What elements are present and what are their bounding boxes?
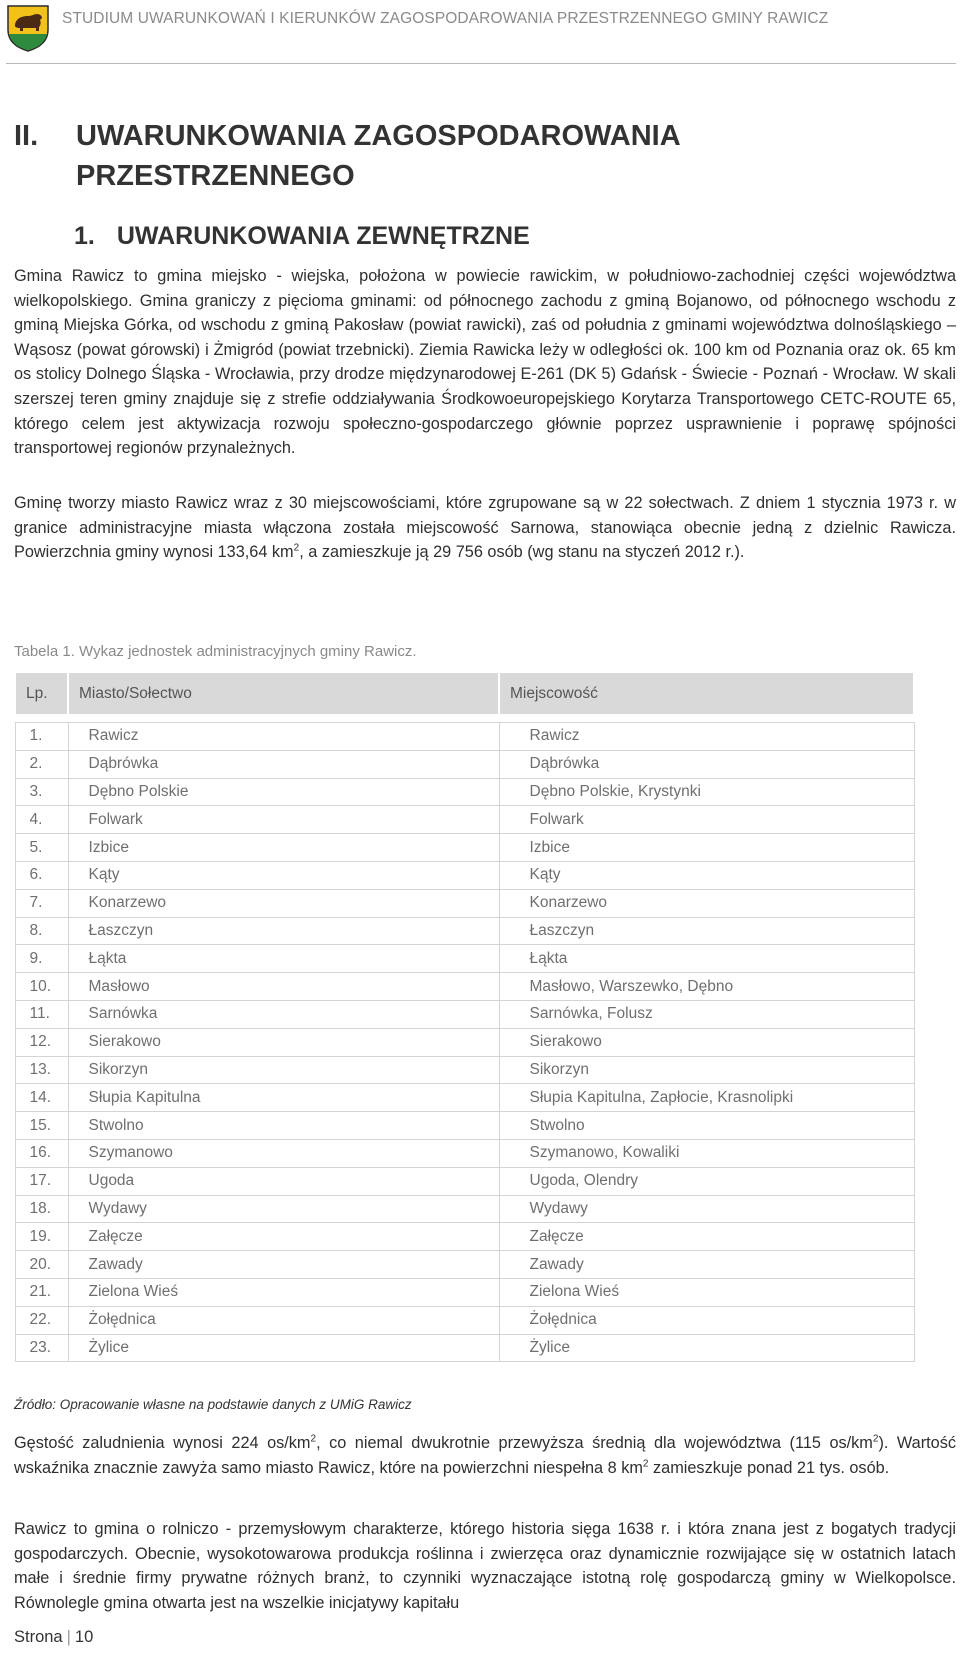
row-solectwo: Folwark [68, 806, 499, 834]
row-number: 21. [15, 1278, 68, 1306]
chapter-title-line1: UWARUNKOWANIA ZAGOSPODAROWANIA [76, 120, 681, 152]
row-number: 6. [15, 861, 68, 889]
section-number: 1. [74, 222, 95, 250]
row-solectwo: Dąbrówka [68, 750, 499, 778]
row-miejscowosc: Sierakowo [499, 1028, 914, 1056]
row-solectwo: Szymanowo [68, 1139, 499, 1167]
row-number: 16. [15, 1139, 68, 1167]
table-row [15, 1223, 914, 1251]
row-solectwo: Masłowo [68, 973, 499, 1001]
table-row [15, 723, 914, 751]
table-row [15, 973, 914, 1001]
row-solectwo: Ugoda [68, 1167, 499, 1195]
row-miejscowosc: Sarnówka, Folusz [499, 1000, 914, 1028]
table-row [15, 917, 914, 945]
row-miejscowosc: Zawady [499, 1251, 914, 1279]
table-row [15, 778, 914, 806]
row-number: 12. [15, 1028, 68, 1056]
row-number: 5. [15, 834, 68, 862]
row-number: 4. [15, 806, 68, 834]
table-row [15, 1000, 914, 1028]
row-miejscowosc: Szymanowo, Kowaliki [499, 1139, 914, 1167]
superscript: 2 [642, 1458, 649, 1470]
page-label: Strona [14, 1628, 63, 1646]
page-header [0, 0, 960, 66]
row-solectwo: Sarnówka [68, 1000, 499, 1028]
table-row [15, 1334, 914, 1362]
table-row [15, 1278, 914, 1306]
row-solectwo: Żołędnica [68, 1306, 499, 1334]
table-row [15, 1195, 914, 1223]
row-miejscowosc: Żylice [499, 1334, 914, 1362]
row-miejscowosc: Masłowo, Warszewko, Dębno [499, 973, 914, 1001]
row-number: 20. [15, 1251, 68, 1279]
row-miejscowosc: Łaszczyn [499, 917, 914, 945]
row-miejscowosc: Łąkta [499, 945, 914, 973]
row-miejscowosc: Konarzewo [499, 889, 914, 917]
row-solectwo: Rawicz [68, 723, 499, 751]
row-number: 8. [15, 917, 68, 945]
row-number: 10. [15, 973, 68, 1001]
row-miejscowosc: Rawicz [499, 723, 914, 751]
row-number: 18. [15, 1195, 68, 1223]
row-miejscowosc: Słupia Kapitulna, Zapłocie, Krasnolipki [499, 1084, 914, 1112]
page-number: 10 [74, 1628, 94, 1646]
row-miejscowosc: Sikorzyn [499, 1056, 914, 1084]
table-row [15, 889, 914, 917]
row-miejscowosc: Folwark [499, 806, 914, 834]
paragraph-density-text: zamieszkuje ponad 21 tys. osób. [648, 1458, 890, 1477]
row-solectwo: Żylice [68, 1334, 499, 1362]
column-header-miejscowosc: Miejscowość [499, 672, 914, 715]
superscript: 2 [872, 1433, 879, 1445]
header-divider [6, 63, 956, 64]
row-miejscowosc: Załęcze [499, 1223, 914, 1251]
row-number: 1. [15, 723, 68, 751]
paragraph-composition [14, 491, 956, 565]
row-number: 22. [15, 1306, 68, 1334]
row-solectwo: Łąkta [68, 945, 499, 973]
row-solectwo: Załęcze [68, 1223, 499, 1251]
row-miejscowosc: Zielona Wieś [499, 1278, 914, 1306]
row-miejscowosc: Kąty [499, 861, 914, 889]
table-row [15, 1028, 914, 1056]
superscript: 2 [310, 1433, 317, 1445]
paragraph-density-text: , co niemal dwukrotnie przewyższa średnią dla województwa (115 os/km [316, 1434, 873, 1452]
chapter-number: II. [14, 120, 39, 152]
column-header-solectwo: Miasto/Sołectwo [68, 672, 499, 715]
row-solectwo: Dębno Polskie [68, 778, 499, 806]
paragraph-density [14, 1431, 956, 1480]
superscript: 2 [293, 542, 300, 554]
row-number: 3. [15, 778, 68, 806]
row-solectwo: Zielona Wieś [68, 1278, 499, 1306]
row-number: 14. [15, 1084, 68, 1112]
table-row [15, 750, 914, 778]
row-number: 7. [15, 889, 68, 917]
row-number: 9. [15, 945, 68, 973]
row-miejscowosc: Stwolno [499, 1112, 914, 1140]
table-row [15, 806, 914, 834]
row-miejscowosc: Ugoda, Olendry [499, 1167, 914, 1195]
table-row [15, 1084, 914, 1112]
row-miejscowosc: Dąbrówka [499, 750, 914, 778]
row-miejscowosc: Wydawy [499, 1195, 914, 1223]
row-number: 19. [15, 1223, 68, 1251]
row-number: 11. [15, 1000, 68, 1028]
table-row [15, 1167, 914, 1195]
row-number: 13. [15, 1056, 68, 1084]
table-header-row [15, 672, 914, 715]
row-number: 17. [15, 1167, 68, 1195]
section-title: UWARUNKOWANIA ZEWNĘTRZNE [116, 222, 530, 250]
row-miejscowosc: Izbice [499, 834, 914, 862]
header-spacer [15, 715, 914, 723]
paragraph-composition-text-end: , a zamieszkuje ją 29 756 osób (wg stanu na styczeń 2012 r.). [299, 543, 745, 562]
table-row [15, 1251, 914, 1279]
page-separator: | [66, 1628, 71, 1646]
row-number: 23. [15, 1334, 68, 1362]
row-solectwo: Sierakowo [68, 1028, 499, 1056]
row-solectwo: Konarzewo [68, 889, 499, 917]
table-source: Źródło: Opracowanie własne na podstawie danych z UMiG Rawicz [14, 1397, 412, 1412]
chapter-title-line2: PRZESTRZENNEGO [76, 160, 355, 192]
row-number: 15. [15, 1112, 68, 1140]
row-miejscowosc: Żołędnica [499, 1306, 914, 1334]
document-title: STUDIUM UWARUNKOWAŃ I KIERUNKÓW ZAGOSPODAROWANIA PRZESTRZENNEGO GMINY RAWICZ [62, 10, 829, 27]
table-row [15, 1112, 914, 1140]
row-solectwo: Łaszczyn [68, 917, 499, 945]
row-number: 2. [15, 750, 68, 778]
paragraph-density-text: Gęstość zaludnienia wynosi 224 os/km [14, 1434, 311, 1452]
paragraph-location: Gmina Rawicz to gmina miejsko - wiejska, położona w powiecie rawickim, w południowo-zachodniej części województwa wielkopolskiego. Gmina graniczy z pięcioma gminami: od północnego zachodu z gminą Bojanowo, od północnego wschodu z gminą Miejska Górka, od wschodu z gminą Pakosław (powiat rawicki), zaś od południa z gminami województwa dolnośląskiego – Wąsosz (powat górowski) i Żmigród (powiat trzebnicki). Ziemia Rawicka leży w odległości ok. 100 km od Poznania oraz ok. 65 km os stolicy Dolnego Śląska - Wrocławia, przy drodze międzynarodowej E-261 (DK 5) Gdańsk - Świecie - Poznań - Wrocław. W skali szerszej teren gminy znajduje się z strefie oddziaływania Środkowoeuropejskiego Korytarza Transportowego CETC-ROUTE 65, którego celem jest aktywizacja rozwoju społeczno-gospodarczego głównie poprzez usprawnienie i poprawę spójności transportowej regionów przynależnych. [14, 267, 956, 458]
table-caption: Tabela 1. Wykaz jednostek administracyjnych gminy Rawicz. [14, 643, 417, 660]
paragraph-density-text: ). Wartość wskaźnika znacznie zawyża samo miasto Rawicz, które na powierzchni niespełna 8 km [14, 1434, 956, 1477]
table-row [15, 945, 914, 973]
column-header-lp: Lp. [15, 672, 68, 715]
table-row [15, 834, 914, 862]
row-solectwo: Sikorzyn [68, 1056, 499, 1084]
row-miejscowosc: Dębno Polskie, Krystynki [499, 778, 914, 806]
table-row [15, 861, 914, 889]
row-solectwo: Izbice [68, 834, 499, 862]
row-solectwo: Zawady [68, 1251, 499, 1279]
section-heading [74, 222, 530, 251]
paragraph-economy: Rawicz to gmina o rolniczo - przemysłowym charakterze, którego historia sięga 1638 r. i która znana jest z bogatych tradycji gospodarczych. Obecnie, wysokotowarowa produkcja roślinna i zwierzęca oraz dynamicznie rozwijające się w ostatnich latach małe i średnie firmy prywatne różnych branż, to czynniki wyznaczające istotną rolę gospodarczą gminy w Wielkopolsce. Równolegle gmina otwarta jest na wszelkie inicjatywy kapitału [14, 1520, 956, 1612]
row-solectwo: Słupia Kapitulna [68, 1084, 499, 1112]
table-row [15, 1139, 914, 1167]
administrative-units-table [14, 671, 915, 1362]
page-footer [14, 1628, 93, 1647]
row-solectwo: Wydawy [68, 1195, 499, 1223]
table-row [15, 1306, 914, 1334]
row-solectwo: Stwolno [68, 1112, 499, 1140]
row-solectwo: Kąty [68, 861, 499, 889]
coat-of-arms-bear-icon [6, 4, 50, 52]
paragraph-composition-text: Gminę tworzy miasto Rawicz wraz z 30 miejscowościami, które zgrupowane są w 22 sołectwach. Z dniem 1 stycznia 1973 r. w granice administracyjne miasta włączona została miejscowość Sarnowa, stanowiąca obecnie jedną z dzielnic Rawicza. Powierzchnia gminy wynosi 133,64 km [14, 494, 956, 562]
table-row [15, 1056, 914, 1084]
